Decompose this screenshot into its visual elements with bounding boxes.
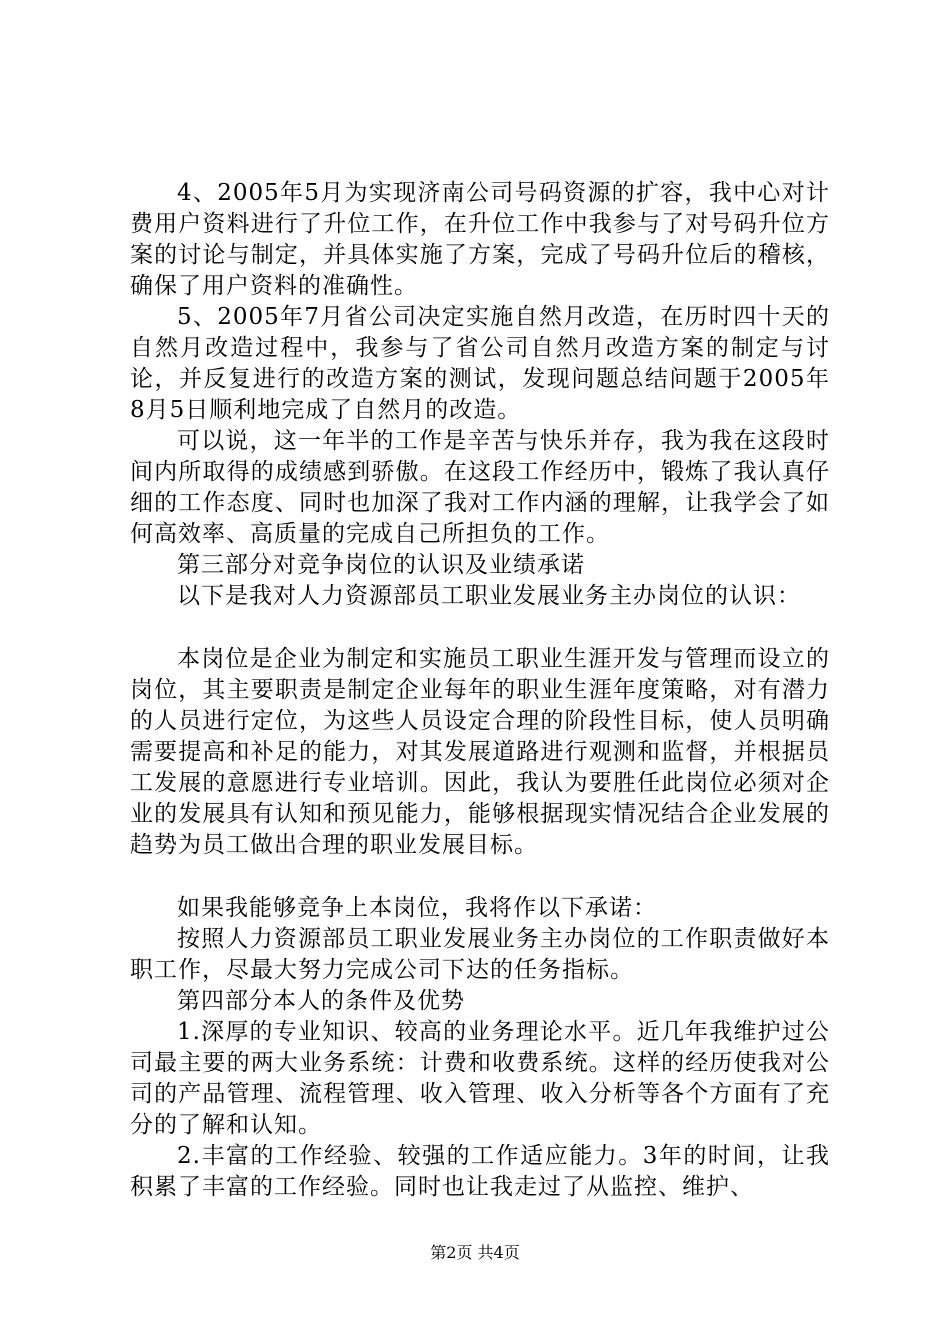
paragraph-item-5: 5、2005年7月省公司决定实施自然月改造，在历时四十天的自然月改造过程中，我参与了省公司自然月改造方案的制定与讨论，并反复进行的改造方案的测试，发现问题总结问题于2005年8月5日顺利地完成了自然月的改造。 bbox=[130, 304, 830, 423]
paragraph-intro-position: 以下是我对人力资源部员工职业发展业务主办岗位的认识： bbox=[177, 583, 801, 609]
paragraph-summary: 可以说，这一年半的工作是辛苦与快乐并存，我为我在这段时间内所取得的成绩感到骄傲。在这段工作经历中，锻炼了我认真仔细的工作态度、同时也加深了我对工作内涵的理解，让我学会了如何高效率、高质量的完成自己所担负的工作。 bbox=[130, 428, 830, 547]
document-body bbox=[130, 178, 830, 1203]
section-heading-part-four: 第四部分本人的条件及优势 bbox=[177, 988, 465, 1014]
paragraph-item-4: 4、2005年5月为实现济南公司号码资源的扩容，我中心对计费用户资料进行了升位工作，在升位工作中我参与了对号码升位方案的讨论与制定，并具体实施了方案，完成了号码升位后的稽核，确保了用户资料的准确性。 bbox=[130, 180, 830, 299]
page-footer: 第2页 共4页 bbox=[430, 1243, 520, 1262]
paragraph-commitment-intro: 如果我能够竞争上本岗位，我将作以下承诺： bbox=[177, 895, 657, 921]
paragraph-strength-1: 1.深厚的专业知识、较高的业务理论水平。近几年我维护过公司最主要的两大业务系统：计费和收费系统。这样的经历使我对公司的产品管理、流程管理、收入管理、收入分析等各个方面有了充分的了解和认知。 bbox=[130, 1019, 830, 1138]
section-heading-part-three: 第三部分对竞争岗位的认识及业绩承诺 bbox=[177, 552, 585, 578]
paragraph-strength-2: 2.丰富的工作经验、较强的工作适应能力。3年的时间，让我积累了丰富的工作经验。同时也让我走过了从监控、维护、 bbox=[130, 1143, 830, 1200]
paragraph-position-description: 本岗位是企业为制定和实施员工职业生涯开发与管理而设立的岗位，其主要职责是制定企业每年的职业生涯年度策略，对有潜力的人员进行定位，为这些人员设定合理的阶段性目标，使人员明确需要提高和补足的能力，对其发展道路进行观测和监督，并根据员工发展的意愿进行专业培训。因此，我认为要胜任此岗位必须对企业的发展具有认知和预见能力，能够根据现实情况结合企业发展的趋势为员工做出合理的职业发展目标。 bbox=[130, 646, 830, 858]
paragraph-commitment: 按照人力资源部员工职业发展业务主办岗位的工作职责做好本职工作，尽最大努力完成公司下达的任务指标。 bbox=[130, 926, 830, 983]
